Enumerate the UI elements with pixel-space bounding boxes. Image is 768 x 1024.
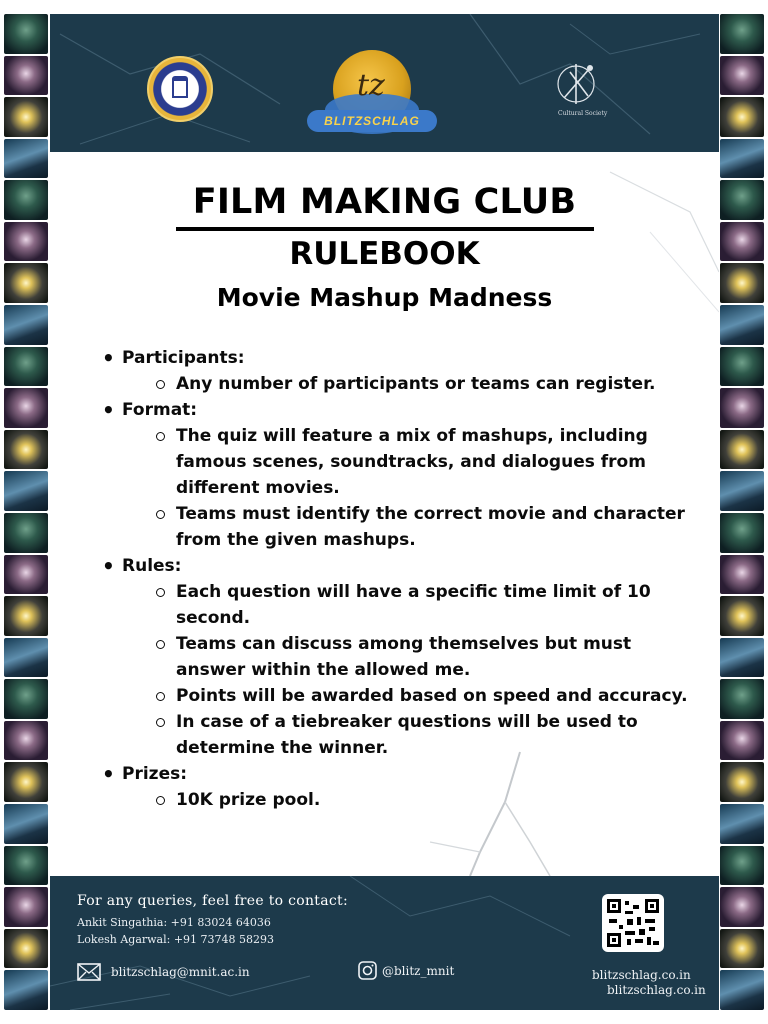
photo-tile: [4, 97, 48, 137]
photo-tile: [720, 14, 764, 54]
title-underline: [176, 227, 594, 231]
photo-tile: [4, 596, 48, 636]
photo-tile: [720, 222, 764, 262]
section-heading: Participants:: [122, 348, 245, 368]
qr-code[interactable]: [602, 894, 664, 952]
photo-tile: [4, 929, 48, 969]
photo-tile: [720, 762, 764, 802]
photo-tile: [720, 430, 764, 470]
photo-tile: [4, 513, 48, 553]
photo-tile: [4, 471, 48, 511]
photo-tile: [4, 430, 48, 470]
photo-tile: [4, 970, 48, 1010]
photo-tile: [720, 887, 764, 927]
instagram-contact[interactable]: [358, 961, 454, 980]
page-subtitle: RULEBOOK: [289, 236, 480, 272]
right-photo-strip: [720, 14, 764, 1010]
list-item: 10K prize pool.: [156, 787, 702, 813]
photo-tile: [4, 887, 48, 927]
photo-tile: [720, 263, 764, 303]
list-item: Each question will have a specific time limit of 10 second.: [156, 579, 702, 631]
photo-tile: [4, 347, 48, 387]
header-band: [50, 14, 719, 152]
photo-tile: [720, 679, 764, 719]
list-item: The quiz will feature a mix of mashups, including famous scenes, soundtracks, and dialogues from different movies.: [156, 423, 702, 501]
page-title: FILM MAKING CLUB: [192, 182, 577, 222]
list-item: Teams must identify the correct movie and character from the given mashups.: [156, 501, 702, 553]
photo-tile: [4, 56, 48, 96]
photo-tile: [4, 555, 48, 595]
list-item: Points will be awarded based on speed and accuracy.: [156, 683, 702, 709]
photo-tile: [4, 846, 48, 886]
photo-tile: [720, 638, 764, 678]
photo-tile: [720, 555, 764, 595]
photo-tile: [720, 97, 764, 137]
photo-tile: [720, 513, 764, 553]
photo-tile: [720, 721, 764, 761]
blitzschlag-logo: tz: [333, 50, 411, 128]
photo-tile: [720, 388, 764, 428]
website-link[interactable]: blitzschlag.co.in: [592, 968, 691, 982]
photo-tile: [720, 180, 764, 220]
section-heading: Rules:: [122, 556, 182, 576]
photo-tile: [4, 679, 48, 719]
photo-tile: [720, 970, 764, 1010]
photo-tile: [4, 139, 48, 179]
photo-tile: [720, 56, 764, 96]
mail-icon: [77, 963, 101, 981]
instagram-handle[interactable]: @blitz_mnit: [382, 963, 455, 978]
website-link[interactable]: blitzschlag.co.in: [607, 983, 706, 997]
cultural-society-logo: [550, 58, 612, 130]
footer-band: [50, 876, 719, 1010]
blitzschlag-logo-text: BLITZSCHLAG: [307, 110, 437, 132]
photo-tile: [720, 596, 764, 636]
section-rules: [102, 553, 702, 761]
photo-tile: [4, 721, 48, 761]
photo-tile: [720, 929, 764, 969]
event-name: Movie Mashup Madness: [216, 283, 553, 312]
photo-tile: [720, 804, 764, 844]
photo-tile: [4, 305, 48, 345]
photo-tile: [4, 804, 48, 844]
contact-heading: For any queries, feel free to contact:: [77, 893, 348, 909]
photo-tile: [4, 263, 48, 303]
photo-tile: [720, 347, 764, 387]
list-item: Teams can discuss among themselves but must answer within the allowed me.: [156, 631, 702, 683]
section-participants: [102, 345, 702, 397]
left-photo-strip: [4, 14, 48, 1010]
list-item: In case of a tiebreaker questions will be used to determine the winner.: [156, 709, 702, 761]
email-link[interactable]: blitzschlag@mnit.ac.in: [111, 965, 250, 979]
instagram-icon: [358, 961, 377, 980]
list-item: Any number of participants or teams can register.: [156, 371, 702, 397]
section-heading: Prizes:: [122, 764, 188, 784]
photo-tile: [720, 471, 764, 511]
photo-tile: [4, 180, 48, 220]
photo-tile: [720, 846, 764, 886]
photo-tile: [4, 762, 48, 802]
cultural-society-caption: Cultural Society: [558, 110, 608, 117]
photo-tile: [4, 388, 48, 428]
rules-list: [102, 345, 702, 813]
photo-tile: [720, 139, 764, 179]
photo-tile: [720, 305, 764, 345]
institute-emblem-icon: [147, 56, 213, 122]
contact-line: Ankit Singathia: +91 83024 64036: [77, 916, 271, 929]
photo-tile: [4, 14, 48, 54]
photo-tile: [4, 222, 48, 262]
photo-tile: [4, 638, 48, 678]
section-heading: Format:: [122, 400, 198, 420]
rulebook-content: [50, 152, 719, 876]
email-contact[interactable]: [77, 963, 250, 981]
contact-line: Lokesh Agarwal: +91 73748 58293: [77, 933, 275, 946]
section-format: [102, 397, 702, 553]
section-prizes: [102, 761, 702, 813]
